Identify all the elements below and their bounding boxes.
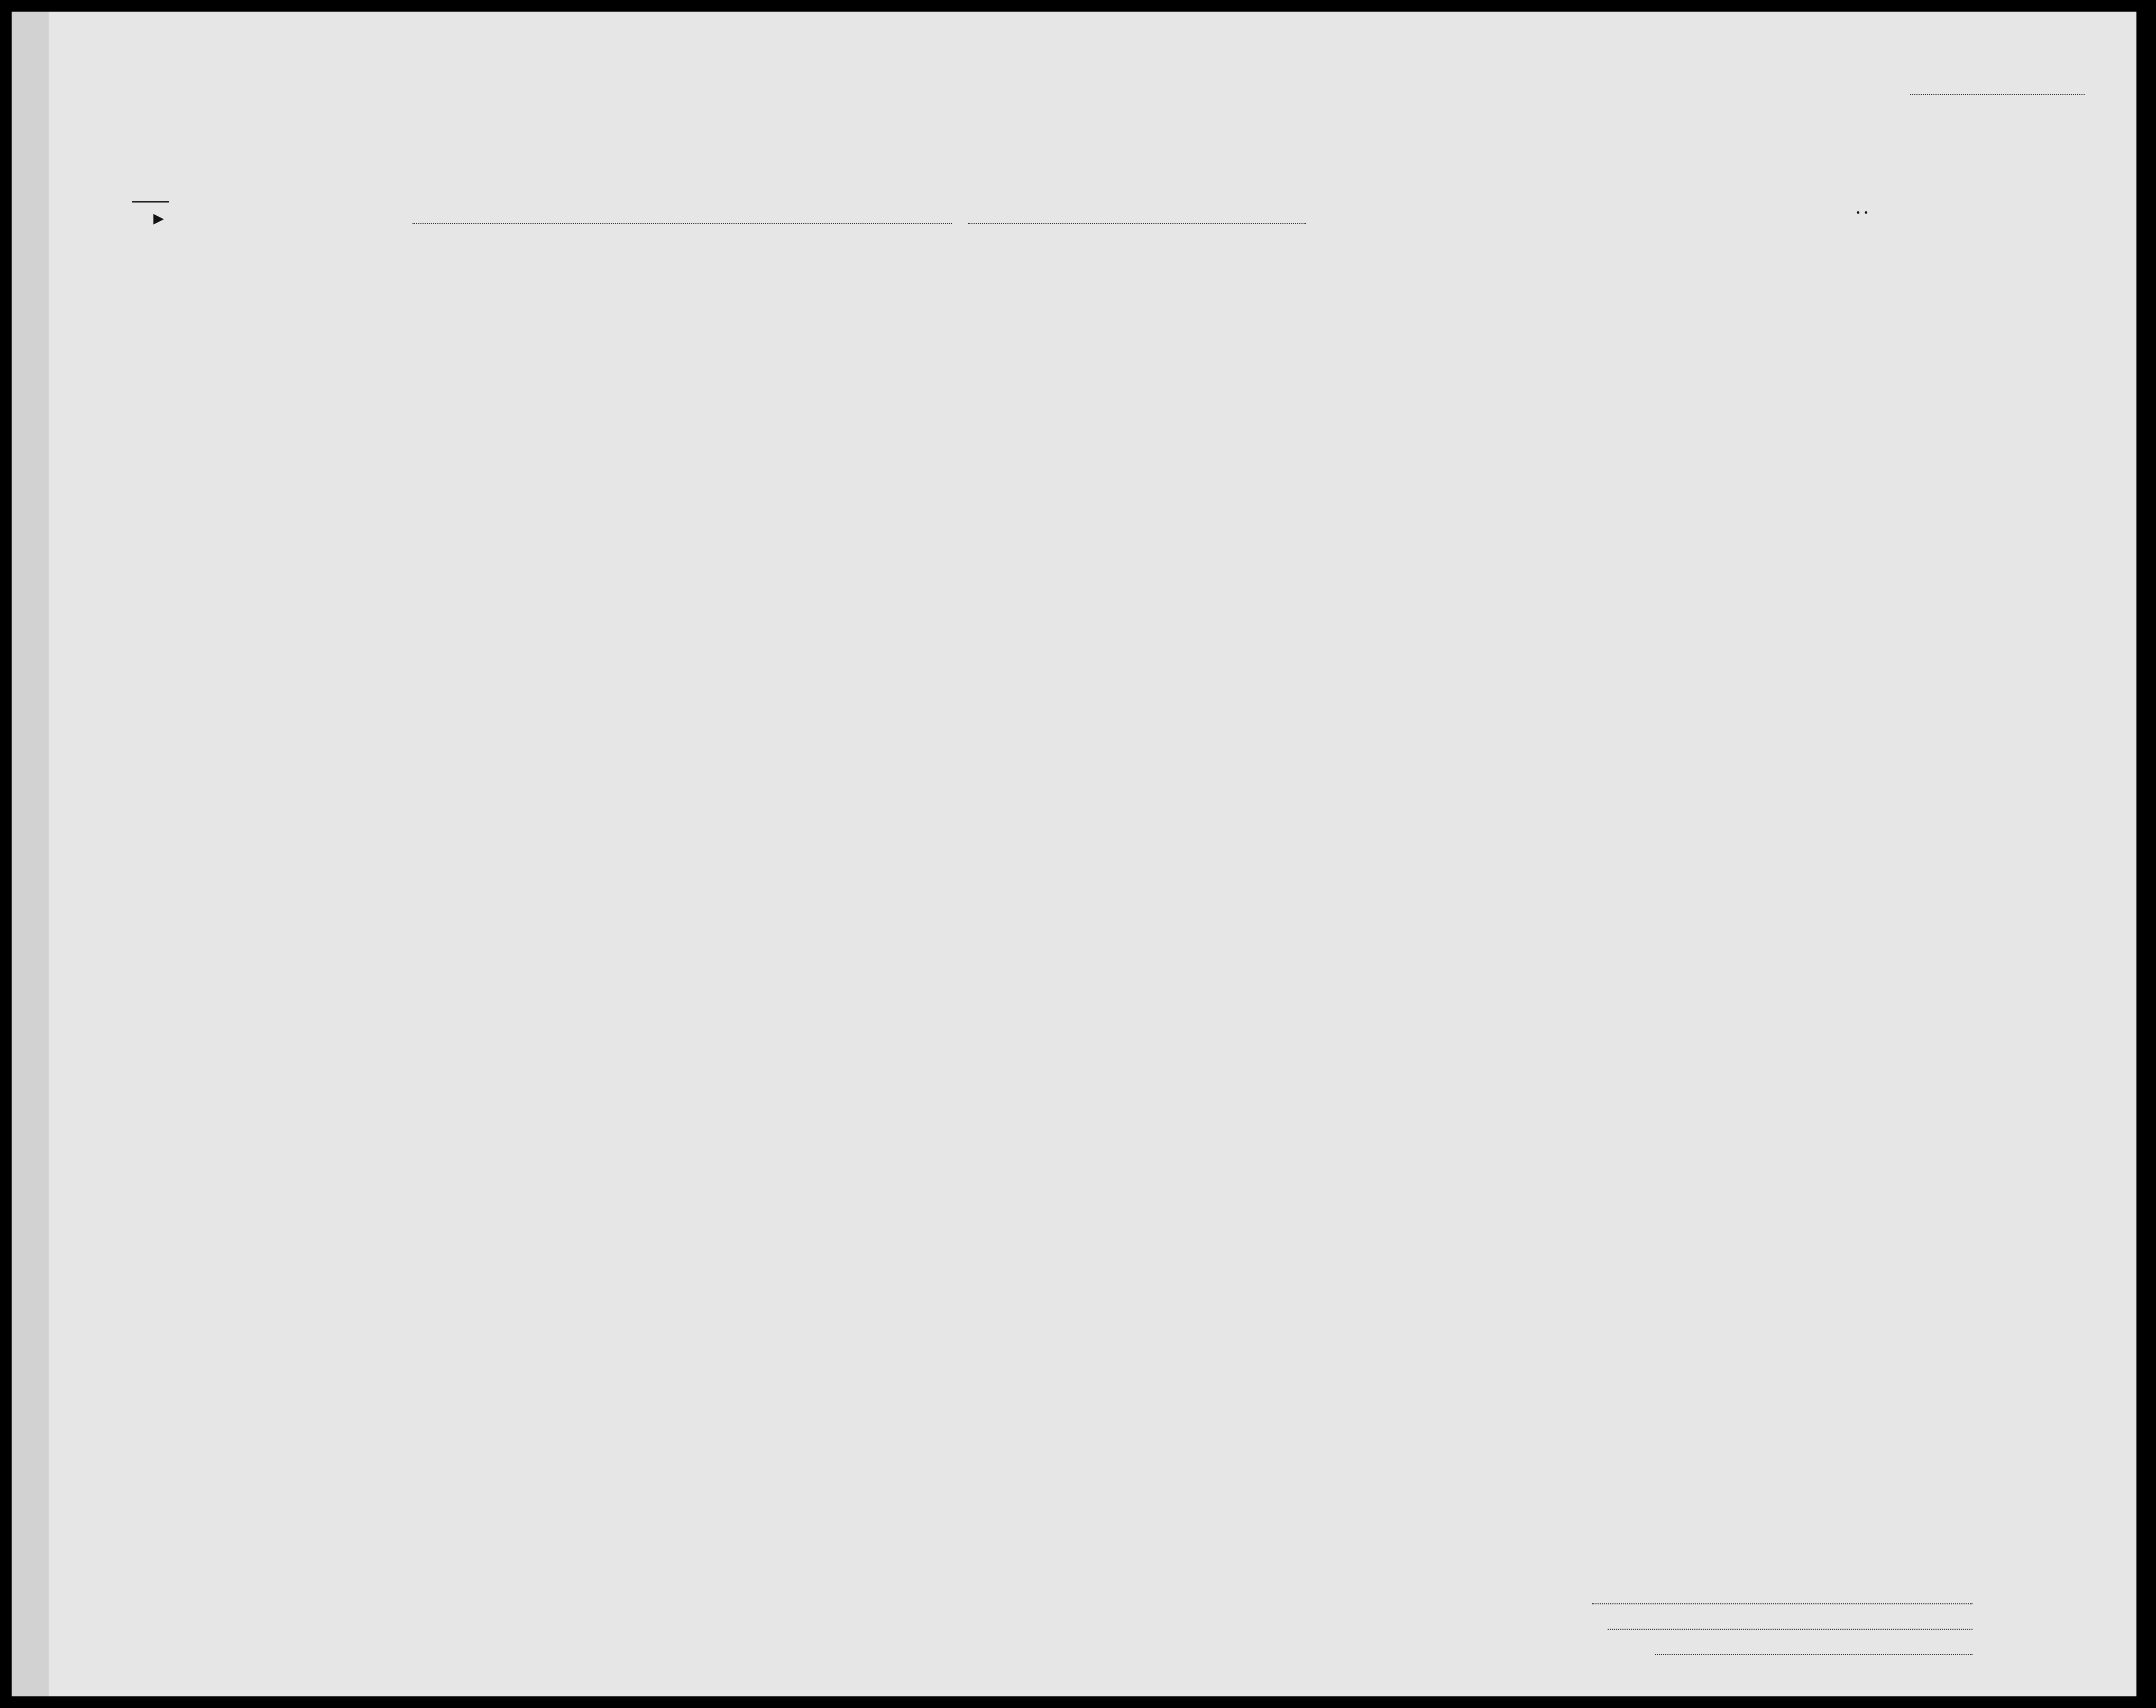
- local-agents-field: [1655, 1654, 1972, 1655]
- owners-field: [1608, 1629, 1972, 1630]
- paper-left-margin: [12, 12, 49, 1696]
- page-dots: . .: [1856, 200, 1868, 217]
- arrow-icon: ▸: [153, 206, 164, 229]
- list-number-line: [1910, 94, 2085, 95]
- line-field: [1592, 1603, 1972, 1604]
- date-line: [968, 223, 1306, 224]
- paper: [12, 12, 2136, 1696]
- port-line: [412, 223, 952, 224]
